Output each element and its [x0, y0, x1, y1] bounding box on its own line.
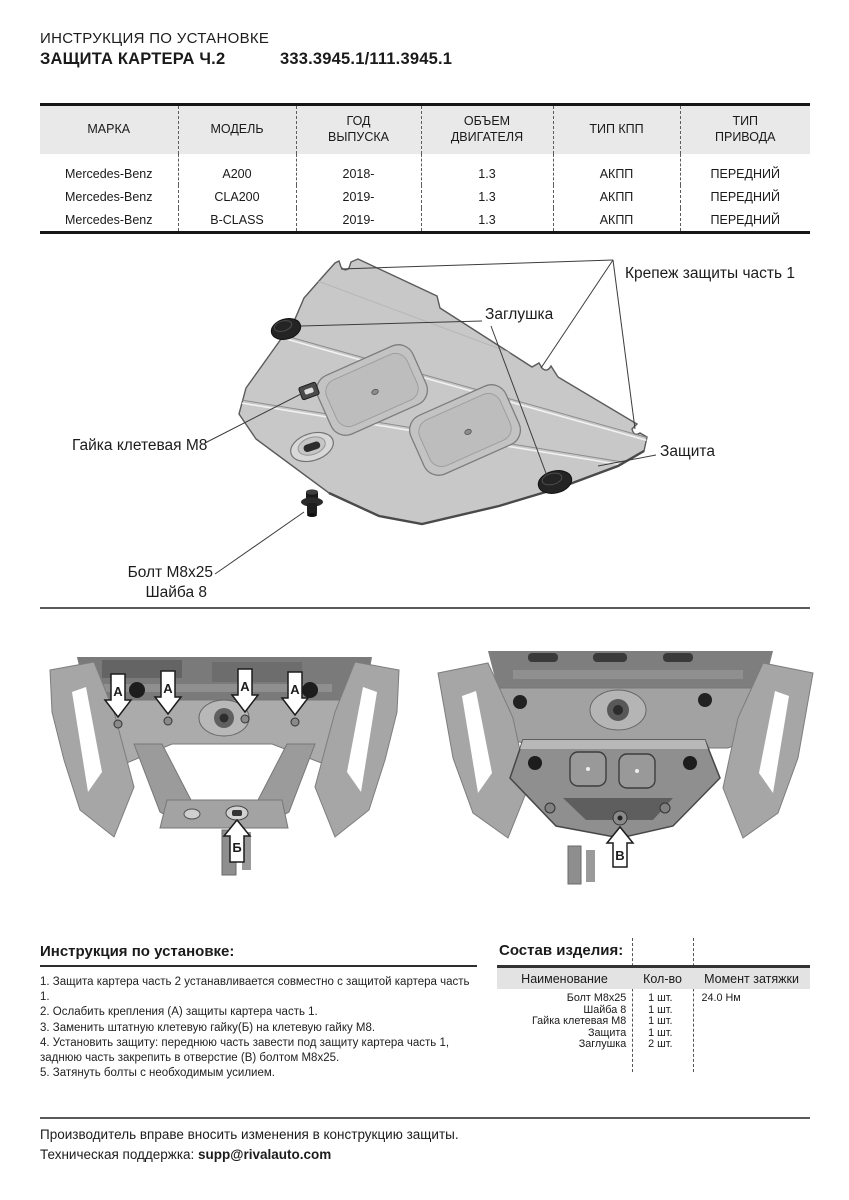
parts-col-qty: Кол-во [643, 971, 682, 986]
instruction-item: 3. Заменить штатную клетевую гайку(Б) на клетевую гайку М8. [40, 1021, 376, 1034]
table-row: Mercedes-Benz CLA200 2019- 1.3 АКПП ПЕРЕДНИЙ [40, 185, 810, 208]
bay-plug [302, 682, 318, 698]
parts-header [497, 968, 810, 989]
instruction-item: 1. Защита картера часть 2 устанавливается совместно с защитой картера часть 1. [40, 976, 470, 1004]
col-brand: МАРКА [40, 105, 178, 155]
col-drive: ТИП ПРИВОДА [680, 105, 810, 155]
diagram-label-fastener: Крепеж защиты часть 1 [625, 265, 796, 282]
doc-title: ЗАЩИТА КАРТЕРА Ч.2 [40, 50, 226, 68]
marker-letter-a: А [290, 682, 300, 697]
parts-title: Состав изделия: [499, 942, 629, 959]
footer-divider [40, 1117, 810, 1119]
parts-row: Шайба 8 1 шт. [583, 1003, 673, 1016]
table-row: Mercedes-Benz B-CLASS 2019- 1.3 АКПП ПЕРЕДНИЙ [40, 208, 810, 233]
col-gearbox: ТИП КПП [553, 105, 680, 155]
parts-row: Болт М8х25 1 шт. 24.0 Нм [566, 992, 741, 1004]
part-number: 333.3945.1/111.3945.1 [280, 50, 453, 68]
instructions-list [40, 975, 477, 1081]
table-row: Mercedes-Benz A200 2018- 1.3 АКПП ПЕРЕДНИЙ [40, 154, 810, 185]
parts-col-torque: Момент затяжки [704, 971, 799, 986]
col-model: МОДЕЛЬ [178, 105, 296, 155]
footer [40, 1127, 810, 1162]
instruction-item: 5. Затянуть болты с необходимым усилием. [40, 1067, 275, 1080]
subframe-crossbar [160, 800, 288, 828]
support-line [40, 1147, 810, 1162]
doc-header [40, 30, 810, 70]
exhaust-pipe [568, 846, 581, 884]
support-email: supp@rivalauto.com [198, 1147, 332, 1162]
parts-col-name: Наименование [521, 971, 608, 986]
marker-letter-a: А [113, 684, 123, 699]
bay-plug [513, 695, 527, 709]
col-engine: ОБЪЕМ ДВИГАТЕЛЯ [421, 105, 553, 155]
support-label: Техническая поддержка: [40, 1147, 199, 1162]
section-divider [40, 607, 810, 609]
footer-note: Производитель вправе вносить изменения в конструкцию защиты. [40, 1127, 459, 1142]
parts-row: Гайка клетевая М8 1 шт. [531, 1015, 673, 1028]
underbody-image-after [428, 648, 823, 888]
diagram-label-washer: Шайба 8 [145, 584, 207, 601]
col-year: ГОД ВЫПУСКА [296, 105, 421, 155]
plug-icon [683, 756, 697, 770]
marker-letter-a: А [240, 679, 250, 694]
diagram-label-plug: Заглушка [485, 306, 554, 323]
underbody-image-before [42, 652, 407, 887]
parts-rows [497, 993, 810, 1051]
parts-section [497, 938, 810, 1072]
diagram-label-bolt: Болт М8х25 [127, 564, 213, 581]
instruction-item: 4. Установить защиту: переднюю часть завести под защиту картера часть 1, заднюю часть закрепить в отверстие (В) болтом М8х25. [40, 1036, 450, 1064]
vehicle-table-header [40, 105, 810, 155]
bolt-icon [301, 489, 323, 517]
exploded-diagram [35, 240, 815, 608]
bay-plug [698, 693, 712, 707]
vehicle-table [40, 103, 810, 234]
instructions-title: Инструкция по установке: [40, 943, 477, 967]
diagram-label-shield: Защита [660, 443, 715, 460]
marker-letter-b: Б [232, 840, 242, 855]
instruction-item: 2. Ослабить крепления (А) защиты картера часть 1. [40, 1006, 318, 1019]
plug-icon [528, 756, 542, 770]
doc-subtitle: ИНСТРУКЦИЯ ПО УСТАНОВКЕ [40, 30, 270, 47]
diagram-label-cage-nut: Гайка клетевая М8 [72, 437, 208, 454]
doc-title-row [40, 50, 810, 70]
bay-plug [129, 682, 145, 698]
parts-row: Заглушка 2 шт. [578, 1038, 673, 1051]
marker-letter-v: В [615, 848, 625, 863]
instructions-section [40, 943, 477, 1081]
marker-letter-a: А [163, 681, 173, 696]
parts-row: Защита 1 шт. [587, 1026, 673, 1039]
